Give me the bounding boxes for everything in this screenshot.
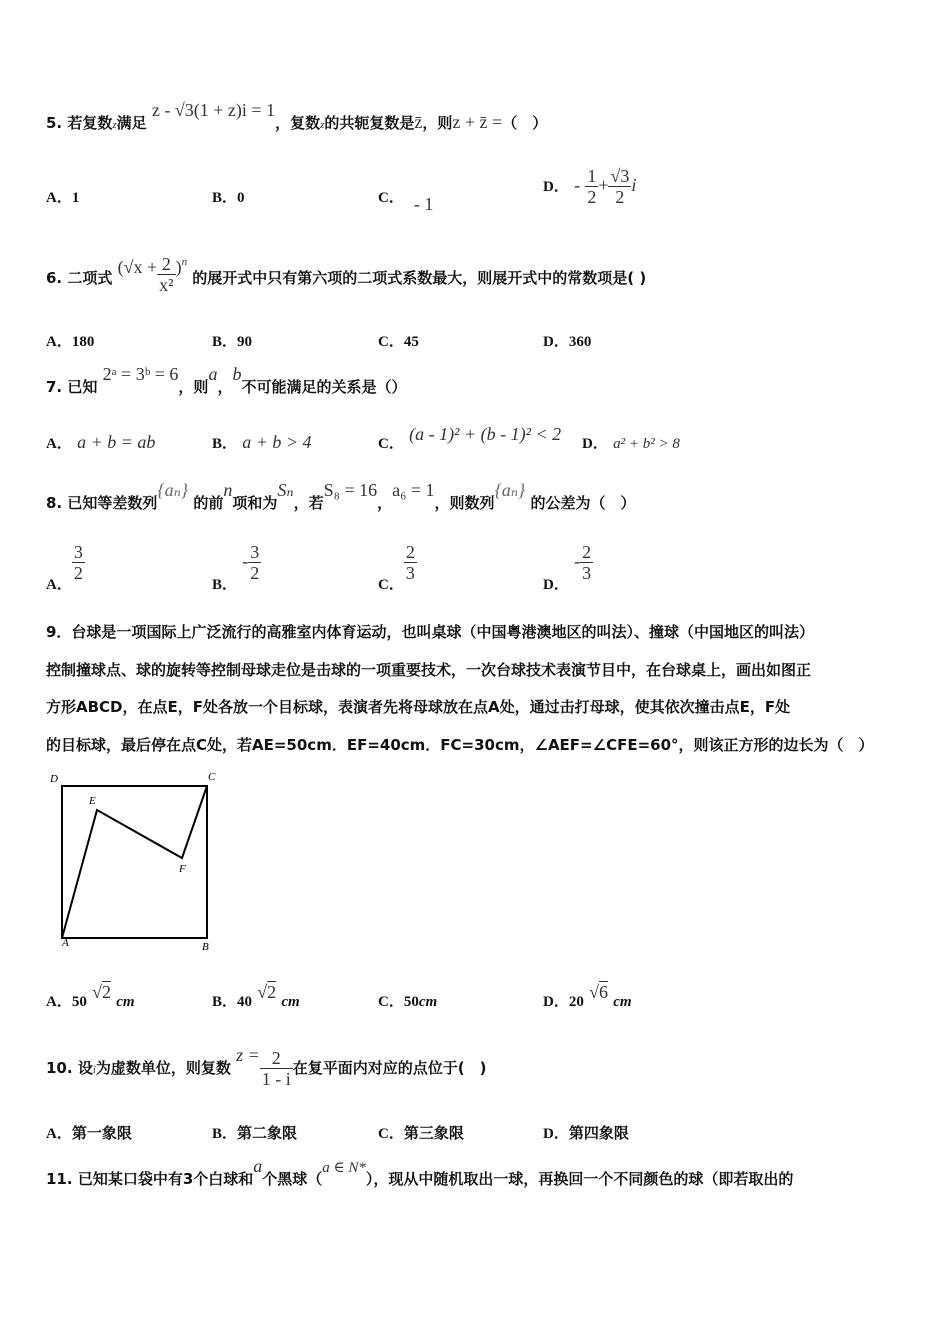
denominator: 2 [587,187,597,207]
text: 的公差为（ ） [530,494,636,512]
coefficient: 50 [71,994,87,1010]
option-a [46,542,85,593]
unit: cm [116,994,135,1010]
text: 满足 [116,114,147,132]
option-d [543,1122,629,1143]
option-d [543,542,593,593]
option-d [582,432,680,453]
math-z: z = [236,1045,260,1065]
math-a: a [253,1156,263,1176]
radicand: 6 [598,982,608,1002]
denominator: 3 [582,563,592,583]
numerator: 3 [250,542,260,562]
radicand: 2 [267,982,277,1002]
math-equation: 2ᵃ = 3ᵇ = 6 [102,364,179,384]
option-value: 第三象限 [403,1124,464,1142]
option-label: B． [212,190,238,206]
option-value: a + b = ab [77,432,156,452]
option-label: C． [378,577,404,593]
text: 为虚数单位，则复数 [95,1059,231,1077]
option-label: C． [378,1126,404,1142]
option-value: a + b > 4 [242,432,312,452]
coefficient: 20 [568,994,584,1010]
math-i: i [92,1064,96,1076]
sign: - [242,551,249,571]
question-11-stem [46,1156,794,1189]
option-label: B． [212,994,238,1010]
fraction [608,166,631,207]
radicand: 2 [101,982,111,1002]
option-label: C． [378,190,404,206]
math-z: z [320,119,325,131]
option-label: D． [543,334,569,350]
option-label: C． [378,334,404,350]
option-label: B． [212,334,238,350]
option-label: A． [46,436,72,452]
option-a [46,330,94,351]
math-sn: Sₙ [277,480,294,500]
imaginary-unit: i [631,175,637,195]
numerator: 2 [582,542,592,562]
option-b [212,1122,297,1143]
option-value: 360 [568,334,592,350]
text: ，则数列 [434,494,495,512]
denominator: 2 [73,563,83,583]
path-aefc [62,786,207,938]
option-b [212,186,245,207]
text-line: 方形ABCD，在点E，F处各放一个目标球，表演者先将母球放在点A处，通过击打母球，使其依次撞击点E，F处 [46,698,791,716]
fraction [72,542,85,583]
text-line: 的目标球，最后停在点C处，若AE=50cm．EF=40cm．FC=30cm，∠AEF=∠CFE=60°，则该正方形的边长为（ ） [46,735,874,754]
option-c [378,1122,464,1143]
option-b [212,330,252,351]
fraction [404,542,417,583]
option-d [543,330,591,351]
label-e: E [89,795,96,807]
text: ，则 [178,378,209,396]
question-7-stem [46,364,407,397]
unit: cm [418,994,438,1010]
answer-blank: （ ） [502,114,548,132]
sqrt: √2 [92,982,111,1002]
math-equation: a₆ = 1 [392,480,435,500]
option-value: 第四象限 [568,1124,629,1142]
denominator: 3 [405,563,415,583]
text: 已知等差数列 [67,494,158,512]
option-d [543,166,636,207]
option-label: D． [582,436,608,452]
option-value: a² + b² > 8 [613,436,680,452]
option-label: A． [46,577,72,593]
label-f: F [179,863,186,875]
option-label: D． [543,577,569,593]
option-c [378,990,437,1011]
coefficient: 50 [403,994,419,1010]
option-label: A． [46,1126,72,1142]
math-sequence: {aₙ} [494,480,526,500]
numerator: 3 [73,542,83,562]
text: ，若 [293,494,324,512]
label-d: D [50,773,58,785]
text: 若复数 [67,114,113,132]
option-label: D． [543,179,569,195]
option-a [46,1122,132,1143]
label-c: C [208,771,216,783]
math-expression: z + z̄ = [452,112,503,132]
text: 项和为 [232,494,278,512]
question-5-stem [46,100,548,133]
question-number: 7. [46,378,63,396]
option-value: 90 [237,334,253,350]
question-6-stem [46,254,647,299]
minus-sign: - [574,175,581,195]
sign: - [574,551,581,571]
question-9-stem [46,614,906,764]
option-label: B． [212,1126,238,1142]
text: 不可能满足的关系是（） [241,378,407,396]
math-expression: (√x + [117,257,158,277]
fraction [580,542,593,583]
question-number: 8. [46,494,63,512]
math-z: z [112,119,117,131]
math-zbar: z̄ [414,112,423,132]
text: 已知 [67,378,98,396]
text: 二项式 [67,269,113,287]
numerator: √3 [610,166,630,186]
option-a [46,186,79,207]
option-value: 第一象限 [71,1124,132,1142]
text-line: 控制撞球点、球的旋转等控制母球走位是击球的一项重要技术，一次台球技术表演节目中，在台球桌上，画出如图正 [46,660,812,679]
option-label: A． [46,334,72,350]
denominator: x² [159,275,174,295]
text: 的前 [193,494,224,512]
option-label: B． [212,436,238,452]
numerator: 2 [157,254,175,275]
option-c [378,186,434,214]
text: ， [377,494,393,512]
numerator: 1 [587,166,597,186]
square-figure [44,768,224,954]
question-8-stem [46,480,636,513]
question-10-stem [46,1045,487,1089]
question-number: 11. [46,1170,73,1188]
option-label: A． [46,190,72,206]
sqrt: √2 [257,982,277,1002]
exponent: n [181,256,188,268]
option-c [378,542,417,593]
option-value: (a - 1)² + (b - 1)² < 2 [409,424,562,444]
text-line: 9．台球是一项国际上广泛流行的高雅室内体育运动，也叫桌球（中国粤港澳地区的叫法）、撞球（中国地区的叫法） [46,623,814,641]
question-number: 6. [46,269,63,287]
math-expression: ) [175,257,182,277]
text: 的展开式中只有第六项的二项式系数最大，则展开式中的常数项是( ) [192,269,647,287]
option-c [378,330,419,351]
unit: cm [613,994,632,1010]
coefficient: 40 [237,994,253,1010]
text: 已知某口袋中有3个白球和 [77,1170,254,1188]
text: ， [217,378,233,396]
option-label: C． [378,994,404,1010]
text: 在复平面内对应的点位于( ) [292,1059,487,1077]
fraction [585,166,598,207]
text: ），现从中随机取出一球，再换回一个不同颜色的球（即若取出的 [365,1170,794,1188]
text: ，复数 [275,114,321,132]
option-d [543,982,632,1011]
option-a [46,432,155,453]
option-b [212,432,312,453]
math-condition: a ∈ N* [322,1160,366,1176]
option-label: C． [378,436,404,452]
numerator: 2 [260,1048,293,1069]
option-value: 第二象限 [237,1124,298,1142]
option-b [212,982,300,1011]
option-b [212,542,261,593]
math-n: n [223,480,233,500]
text: 设 [77,1059,93,1077]
unit: cm [281,994,300,1010]
sqrt: √6 [589,982,608,1002]
fraction [260,1048,293,1089]
question-number: 5. [46,114,63,132]
numerator: 2 [405,542,415,562]
denominator: 2 [250,563,260,583]
option-label: D． [543,1126,569,1142]
option-a [46,982,135,1011]
option-c [378,424,562,453]
option-label: D． [543,994,569,1010]
math-a: a [208,364,218,384]
label-b: B [202,941,209,953]
text: ，则 [422,114,453,132]
math-b: b [232,364,242,384]
option-value: 180 [71,334,95,350]
fraction [157,254,175,295]
denominator: 2 [615,187,625,207]
option-value: 0 [237,190,245,206]
text: 个黑球（ [262,1170,323,1188]
fraction [248,542,261,583]
option-label: B． [212,577,238,593]
question-number: 10. [46,1059,73,1077]
text: 的共轭复数是 [324,114,415,132]
math-sequence: {aₙ} [157,480,189,500]
math-equation: z - √3(1 + z)i = 1 [151,100,276,120]
label-a: A [62,937,69,949]
option-value: 45 [403,334,419,350]
option-value: - 1 [413,194,434,214]
option-label: A． [46,994,72,1010]
plus-sign: + [598,175,609,195]
option-value: 1 [71,190,80,206]
denominator: 1 - i [261,1069,291,1089]
math-equation: S₈ = 16 [323,480,378,500]
